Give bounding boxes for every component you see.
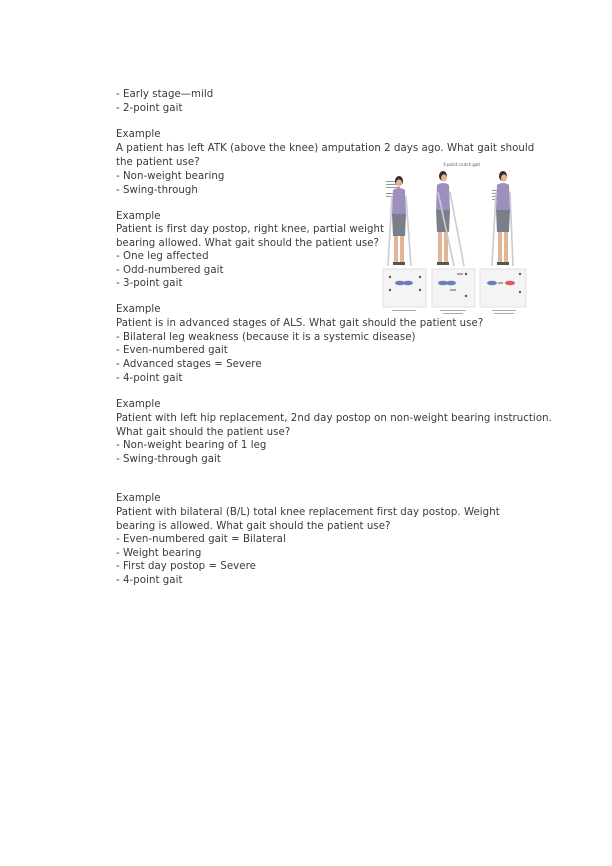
example-heading: Example <box>116 493 161 504</box>
text-line: the patient use? <box>116 157 200 168</box>
text-line: - Swing-through gait <box>116 454 221 465</box>
person-figure-1 <box>388 176 411 266</box>
example-heading: Example <box>116 129 161 140</box>
crutch-gait-illustration-icon <box>380 162 530 316</box>
text-line: - 4-point gait <box>116 575 183 586</box>
text-line: - Non-weight bearing of 1 leg <box>116 440 267 451</box>
text-line: bearing allowed. What gait should the patient use? <box>116 238 379 249</box>
text-line: - First day postop = Severe <box>116 561 256 572</box>
text-line: What gait should the patient use? <box>116 427 291 438</box>
text-line: - One leg affected <box>116 251 209 262</box>
text-line: Patient is in advanced stages of ALS. What gait should the patient use? <box>116 318 484 329</box>
footprint-panel-3 <box>480 269 526 314</box>
text-line: bearing is allowed. What gait should the patient use? <box>116 521 391 532</box>
example-heading: Example <box>116 211 161 222</box>
text-line: - 3-point gait <box>116 278 183 289</box>
text-line: - 2-point gait <box>116 103 183 114</box>
text-line: Patient with left hip replacement, 2nd day postop on non-weight bearing instruction. <box>116 413 552 424</box>
person-figure-3 <box>492 171 513 266</box>
text-line: Patient with bilateral (B/L) total knee replacement first day postop. Weight <box>116 507 500 518</box>
text-line: - Even-numbered gait = Bilateral <box>116 534 286 545</box>
text-line: - Weight bearing <box>116 548 202 559</box>
text-line: A patient has left ATK (above the knee) amputation 2 days ago. What gait should <box>116 143 535 154</box>
figure-title: 3-point crutch gait <box>443 162 481 167</box>
footprint-panel-1 <box>383 269 426 311</box>
text-line: - Swing-through <box>116 185 198 196</box>
example-heading: Example <box>116 399 161 410</box>
text-line: - Even-numbered gait <box>116 345 228 356</box>
text-line: - Bilateral leg weakness (because it is a systemic disease) <box>116 332 416 343</box>
text-line: - Early stage—mild <box>116 89 214 100</box>
text-line: Patient is first day postop, right knee, partial weight <box>116 224 385 235</box>
text-line: - 4-point gait <box>116 373 183 384</box>
text-line: - Odd-numbered gait <box>116 265 224 276</box>
example-heading: Example <box>116 304 161 315</box>
crutch-gait-figure <box>380 162 530 316</box>
footprint-panel-2 <box>432 269 475 314</box>
text-line: - Advanced stages = Severe <box>116 359 262 370</box>
text-line: - Non-weight bearing <box>116 171 225 182</box>
person-figure-2 <box>436 171 464 266</box>
